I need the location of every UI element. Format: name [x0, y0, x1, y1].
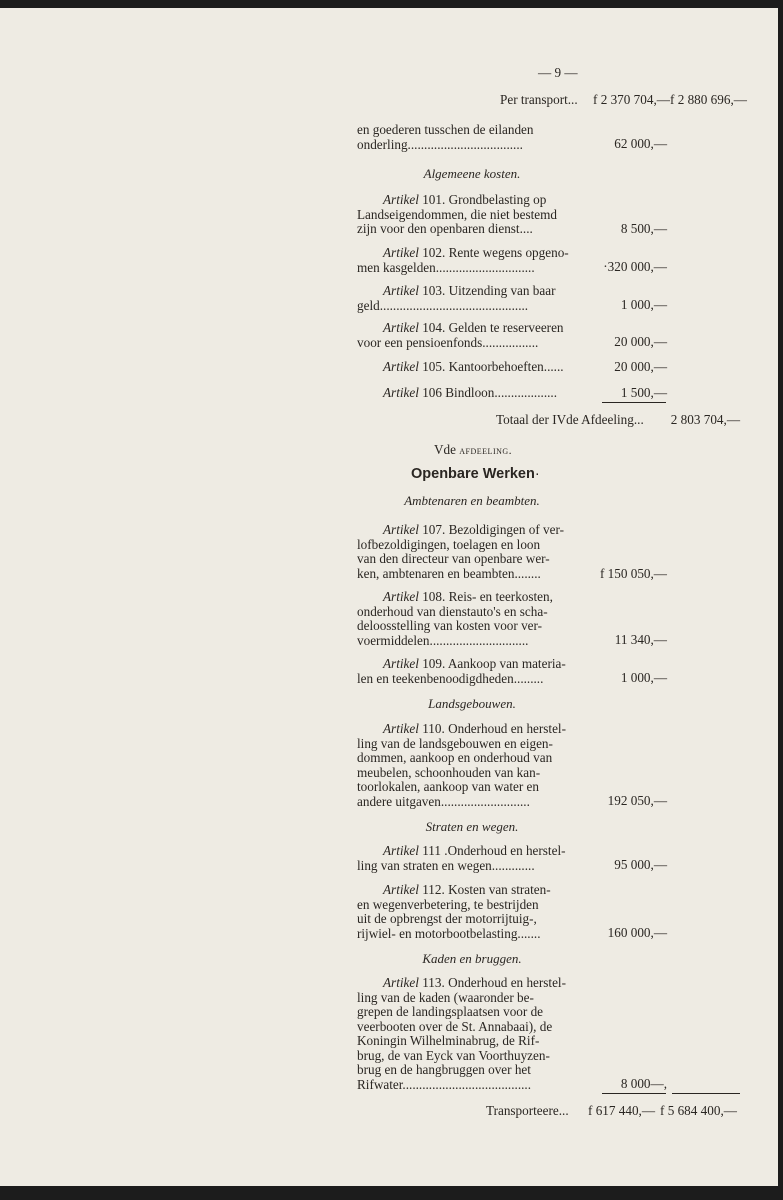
entry-line-text: onderling — [357, 136, 408, 152]
article-line — [357, 193, 587, 208]
article-text: 104. Gelden te reserveeren — [422, 320, 564, 335]
article-107 — [357, 523, 587, 581]
section-algemeene-kosten: Algemeene kosten. — [423, 166, 521, 181]
article-text: geld — [357, 297, 380, 313]
article-101 — [357, 193, 587, 237]
entry-line: en goederen tusschen de eilanden — [357, 122, 534, 137]
article-line: ken, ambtenaren en beambten........ — [357, 565, 541, 581]
article-line: ling van de landsgebouwen en eigen- — [357, 735, 553, 751]
transport-bottom-col2: f 5 684 400,— — [660, 1103, 737, 1118]
article-105 — [357, 360, 587, 375]
article-line: Koningin Wilhelminabrug, de Rif- — [357, 1033, 540, 1048]
article-line — [357, 590, 587, 605]
article-line: ling van de kaden (waaronder be- — [357, 989, 534, 1005]
amount-108: 11 340,— — [614, 632, 667, 647]
final-rule-1 — [602, 1093, 666, 1094]
total-iv-label: Totaal der IVde Afdeeling... — [496, 412, 644, 427]
article-text: 101. Grondbelasting op — [422, 192, 547, 207]
article-line: Rifwater....................................... — [357, 1076, 531, 1092]
article-line: dommen, aankoop en onderhoud van — [357, 750, 553, 765]
transport-bottom-label: Transporteere... — [486, 1103, 569, 1118]
afdeeling-prefix: Vde — [434, 442, 456, 457]
article-line — [357, 284, 587, 299]
article-102 — [357, 246, 587, 275]
amount-105: 20 000,— — [614, 359, 667, 374]
article-line: ling van straten en wegen............. — [357, 857, 535, 873]
amount-103: 1 000,— — [620, 297, 667, 312]
article-text: 110. Onderhoud en herstel- — [422, 721, 566, 736]
article-113 — [357, 976, 587, 1092]
final-rule-2 — [672, 1093, 740, 1094]
article-line: Landseigendommen, die niet bestemd — [357, 206, 557, 222]
article-line: meubelen, schoonhouden van kan- — [357, 764, 541, 780]
article-112 — [357, 883, 587, 941]
transport-top-label: Per transport... — [500, 92, 578, 107]
artikel-label: Artikel — [383, 975, 419, 990]
amount-112: 160 000,— — [607, 925, 667, 940]
article-line: brug en de hangbruggen over het — [357, 1062, 531, 1077]
entry-goederen — [357, 123, 587, 152]
article-line — [357, 321, 587, 336]
article-line: brug, de van Eyck van Voorthuyzen- — [357, 1047, 550, 1063]
article-text: 113. Onderhoud en herstel- — [422, 975, 566, 990]
article-line: lofbezoldigingen, toelagen en loon — [357, 536, 541, 552]
article-text: voor een pensioenfonds — [357, 334, 483, 350]
article-text: andere uitgaven — [357, 793, 441, 809]
sub-kaden: Kaden en bruggen. — [422, 951, 522, 966]
article-line: van den directeur van openbare wer- — [357, 551, 550, 566]
article-text: 109. Aankoop van materia- — [422, 656, 566, 671]
article-line — [357, 883, 587, 898]
sub-straten: Straten en wegen. — [425, 819, 519, 834]
article-line: len en teekenbenoodigdheden......... — [357, 670, 544, 686]
article-line: voor een pensioenfonds................. — [357, 334, 539, 350]
amount-101: 8 500,— — [620, 221, 667, 236]
artikel-label: Artikel — [383, 843, 419, 858]
article-text: 106 Bindloon — [422, 385, 495, 400]
article-text: 107. Bezoldigingen of ver- — [422, 522, 565, 537]
amount-goederen: 62 000,— — [614, 136, 667, 151]
article-text: 105. Kantoorbehoeften...... — [422, 359, 564, 374]
article-line: Artikel 106 Bindloon................... — [383, 385, 557, 400]
amount-107: f 150 050,— — [599, 566, 667, 581]
article-line: andere uitgaven........................... — [357, 793, 530, 809]
afdeeling-v — [434, 443, 512, 458]
article-108 — [357, 590, 587, 648]
amount-111: 95 000,— — [614, 857, 667, 872]
artikel-label: Artikel — [383, 320, 419, 335]
article-line — [357, 523, 587, 538]
article-line: deloosstelling van kosten voor ver- — [357, 618, 543, 633]
transport-bottom-col1: f 617 440,— — [588, 1103, 656, 1118]
article-text: Rifwater — [357, 1076, 403, 1092]
article-line — [357, 360, 587, 375]
transport-top-col1: f 2 370 704,— — [593, 92, 670, 107]
article-text: voermiddelen — [357, 632, 430, 648]
sub-landsgebouwen: Landsgebouwen. — [428, 696, 516, 711]
article-text: 112. Kosten van straten- — [422, 882, 551, 897]
artikel-label: Artikel — [383, 385, 419, 400]
article-text: 108. Reis- en teerkosten, — [422, 589, 553, 604]
article-line: onderhoud van dienstauto's en scha- — [357, 603, 548, 619]
article-103 — [357, 284, 587, 313]
entry-line: onderling................................... — [357, 136, 523, 152]
article-line — [357, 844, 587, 859]
article-line: men kasgelden.............................. — [357, 259, 535, 275]
article-line: uit de opbrengst der motorrijtuig-, — [357, 911, 537, 926]
article-line: toorlokalen, aankoop van water en — [357, 779, 539, 794]
article-line — [357, 657, 587, 672]
page-number: — 9 — — [538, 65, 578, 80]
heading-openbare-werken: Openbare Werken· — [411, 466, 540, 482]
article-text: 102. Rente wegens opgeno- — [422, 245, 569, 260]
article-line — [357, 976, 587, 991]
artikel-label: Artikel — [383, 359, 419, 374]
article-110 — [357, 722, 587, 809]
article-line — [357, 246, 587, 261]
amount-113: 8 000—, — [620, 1076, 667, 1091]
article-text: 103. Uitzending van baar — [422, 283, 556, 298]
article-109 — [357, 657, 587, 686]
amount-102: ·320 000,— — [603, 259, 667, 274]
article-line — [357, 722, 587, 737]
article-line: rijwiel- en motorbootbelasting....... — [357, 925, 541, 941]
amount-109: 1 000,— — [620, 670, 667, 685]
article-text: men kasgelden — [357, 259, 436, 275]
amount-110: 192 050,— — [607, 793, 667, 808]
article-line: geld............................................. — [357, 297, 529, 313]
artikel-label: Artikel — [383, 589, 419, 604]
artikel-label: Artikel — [383, 245, 419, 260]
transport-top-col2: f 2 880 696,— — [670, 92, 747, 107]
article-line: zijn voor den openbaren dienst.... — [357, 221, 533, 236]
heading-text: Openbare Werken — [411, 466, 535, 482]
artikel-label: Artikel — [383, 656, 419, 671]
artikel-label: Artikel — [383, 522, 419, 537]
sub-ambtenaren: Ambtenaren en beambten. — [404, 493, 540, 508]
article-line: grepen de landingsplaatsen voor de — [357, 1004, 544, 1019]
artikel-label: Artikel — [383, 882, 419, 897]
article-104 — [357, 321, 587, 350]
article-111 — [357, 844, 587, 873]
article-line: voermiddelen.............................. — [357, 632, 529, 648]
article-line: veerbooten over de St. Annabaai), de — [357, 1018, 553, 1034]
afdeeling-word: afdeeling. — [459, 443, 513, 457]
article-line: en wegenverbetering, te bestrijden — [357, 896, 539, 912]
amount-106: 1 500,— — [620, 385, 667, 400]
subtotal-rule — [602, 402, 666, 403]
artikel-label: Artikel — [383, 721, 419, 736]
artikel-label: Artikel — [383, 192, 419, 207]
article-106 — [357, 386, 587, 401]
amount-104: 20 000,— — [614, 334, 667, 349]
document-page — [0, 8, 778, 1186]
article-text: 111 .Onderhoud en herstel- — [422, 843, 566, 858]
artikel-label: Artikel — [383, 283, 419, 298]
total-iv-amount: 2 803 704,— — [670, 412, 740, 427]
